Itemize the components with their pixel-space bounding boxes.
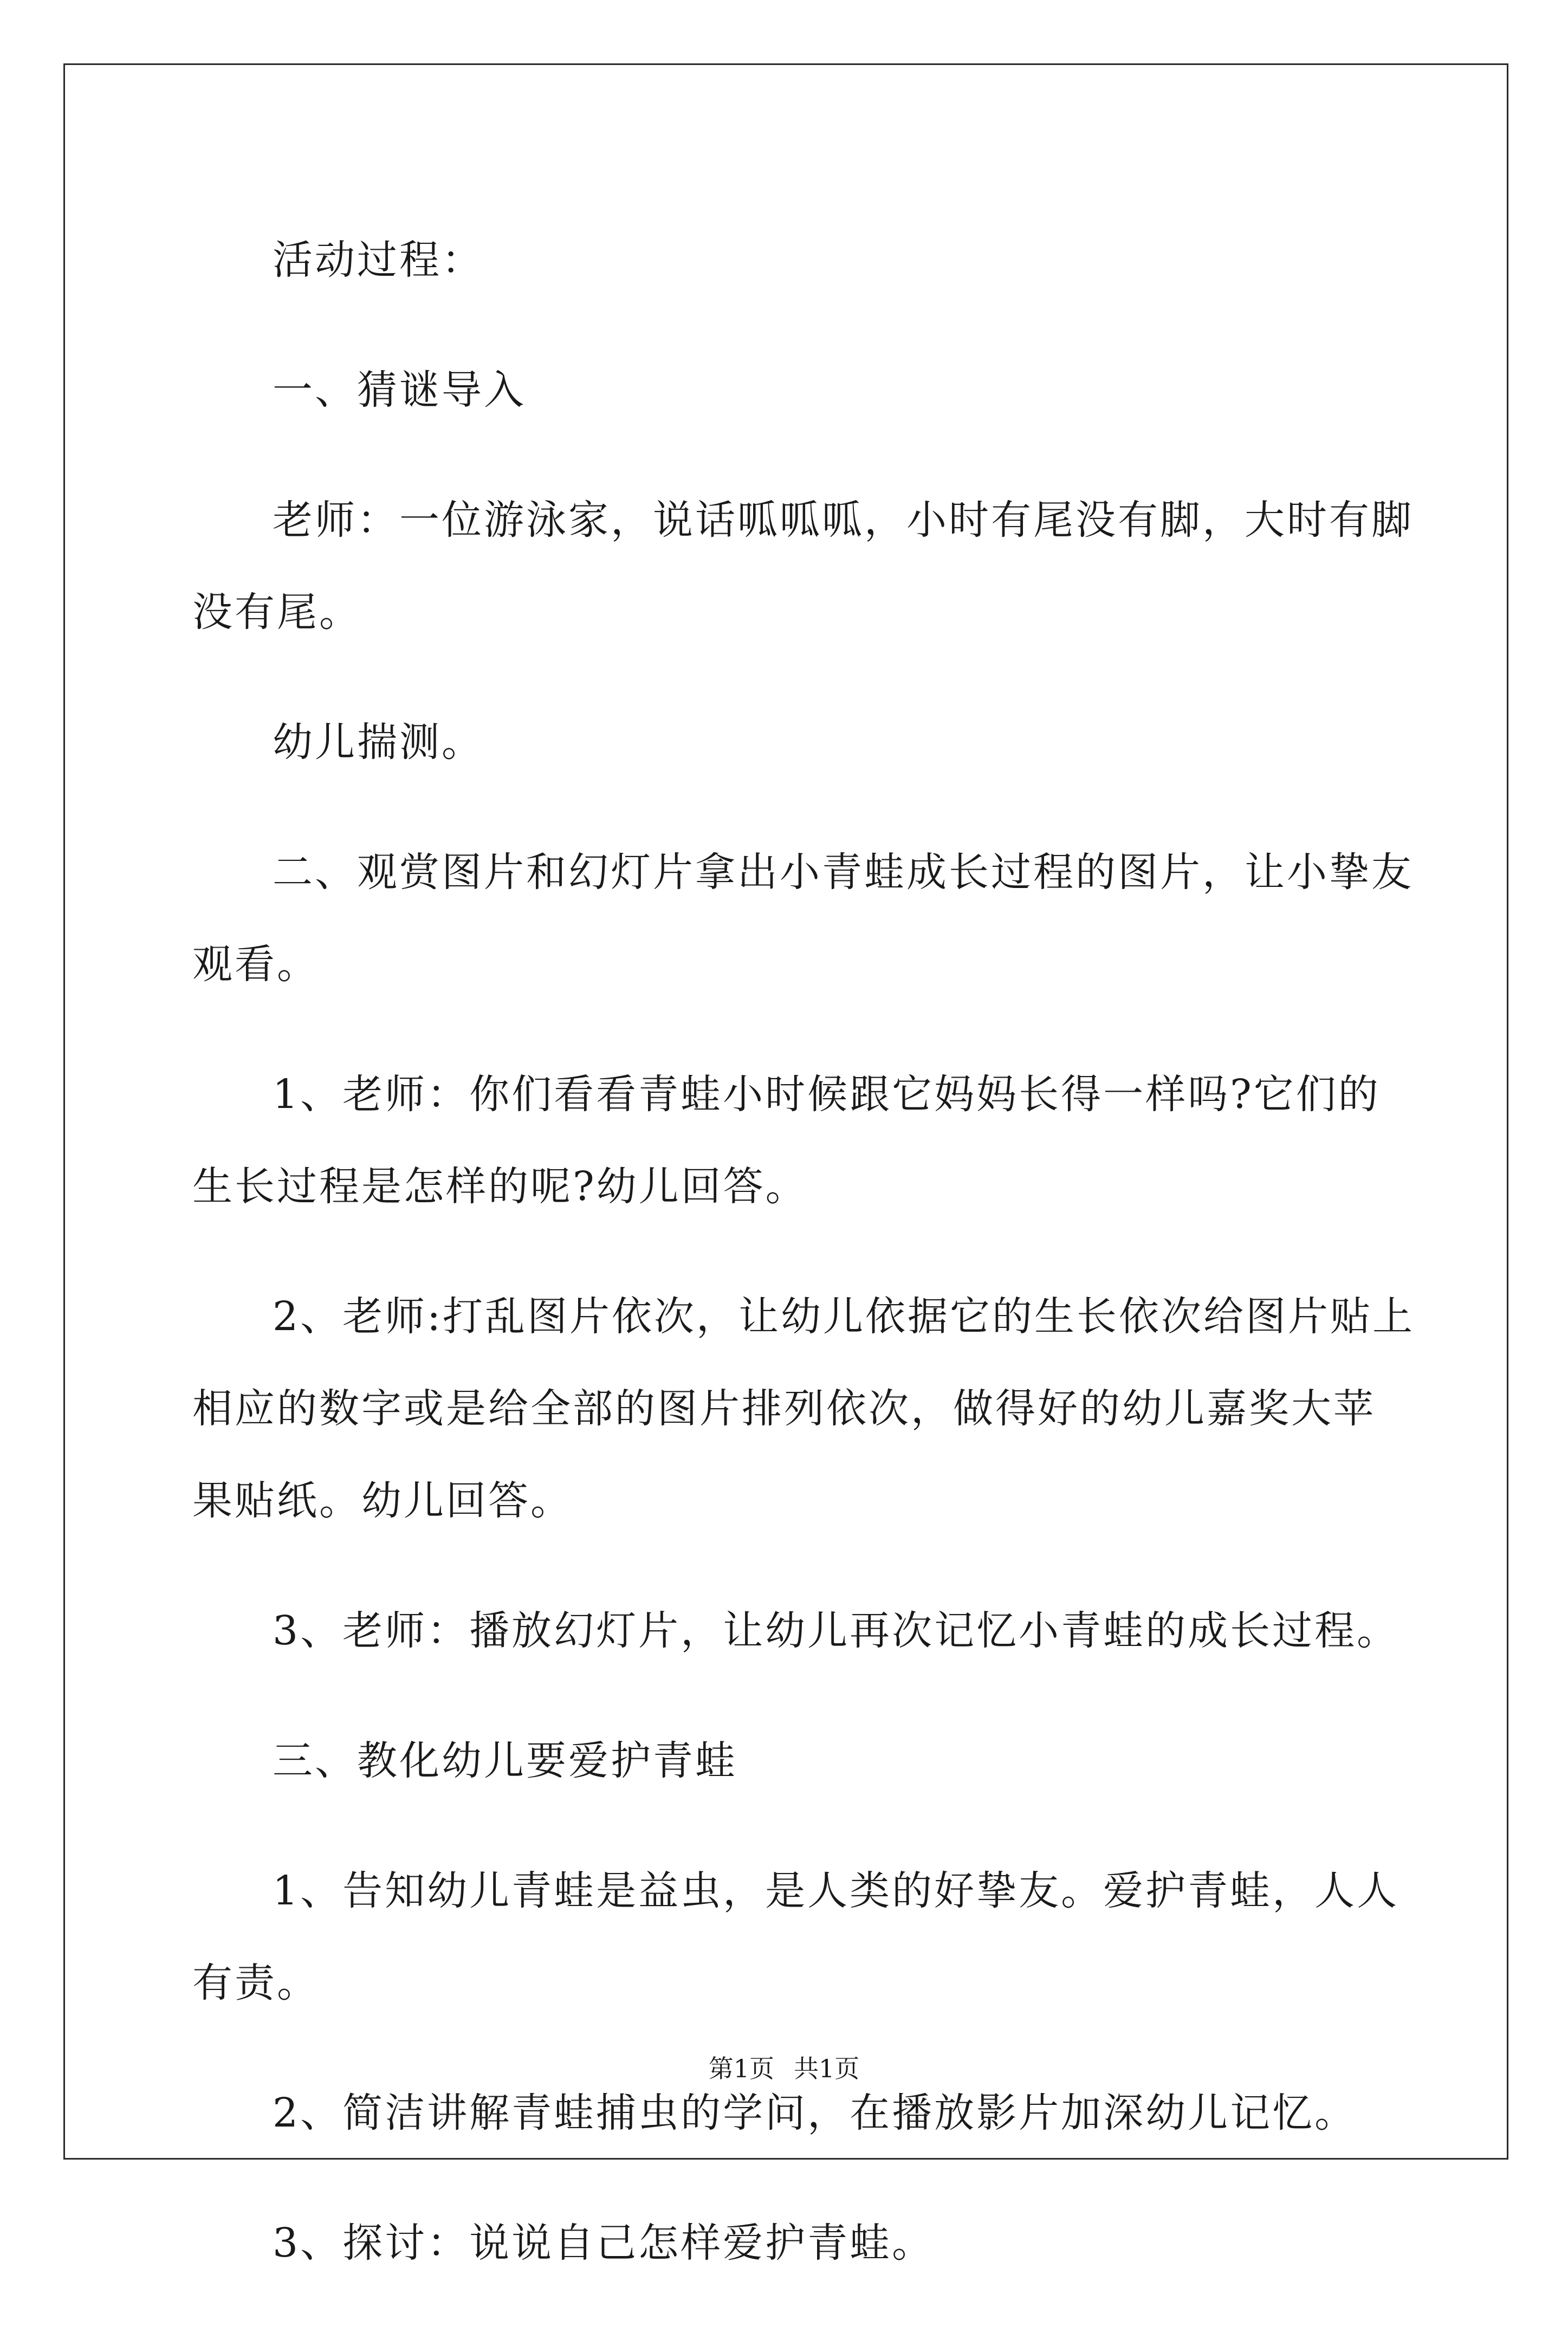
paragraph: 2、简洁讲解青蛙捕虫的学问，在播放影片加深幼儿记忆。 <box>273 2090 1357 2136</box>
paragraph: 幼儿揣测。 <box>273 719 484 766</box>
paragraph: 三、教化幼儿要爱护青蛙 <box>273 1738 737 1784</box>
paragraph: 2、老师:打乱图片依次，让幼儿依据它的生长依次给图片贴上相应的数字或是给全部的图片排列依次，做得好的幼儿嘉奖大苹果贴纸。幼儿回答。 <box>192 1293 1415 1524</box>
page-footer <box>0 2049 1568 2085</box>
paragraph: 二、观赏图片和幻灯片拿出小青蛙成长过程的图片，让小挚友观看。 <box>192 849 1414 988</box>
document-body <box>192 214 1417 2327</box>
page-number: 第1页 <box>708 2054 774 2083</box>
paragraph: 老师：一位游泳家，说话呱呱呱，小时有尾没有脚，大时有脚没有尾。 <box>192 497 1414 636</box>
paragraph: 一、猜谜导入 <box>273 367 526 413</box>
page-total: 共1页 <box>794 2054 860 2083</box>
paragraph: 3、老师：播放幻灯片，让幼儿再次记忆小青蛙的成长过程。 <box>273 1607 1399 1654</box>
paragraph: 活动过程： <box>273 237 484 283</box>
paragraph: 1、告知幼儿青蛙是益虫，是人类的好挚友。爱护青蛙，人人有责。 <box>192 1868 1399 2006</box>
paragraph: 3、探讨：说说自己怎样爱护青蛙。 <box>273 2220 935 2266</box>
paragraph: 1、老师：你们看看青蛙小时候跟它妈妈长得一样吗?它们的生长过程是怎样的呢?幼儿回答。 <box>192 1071 1381 1210</box>
